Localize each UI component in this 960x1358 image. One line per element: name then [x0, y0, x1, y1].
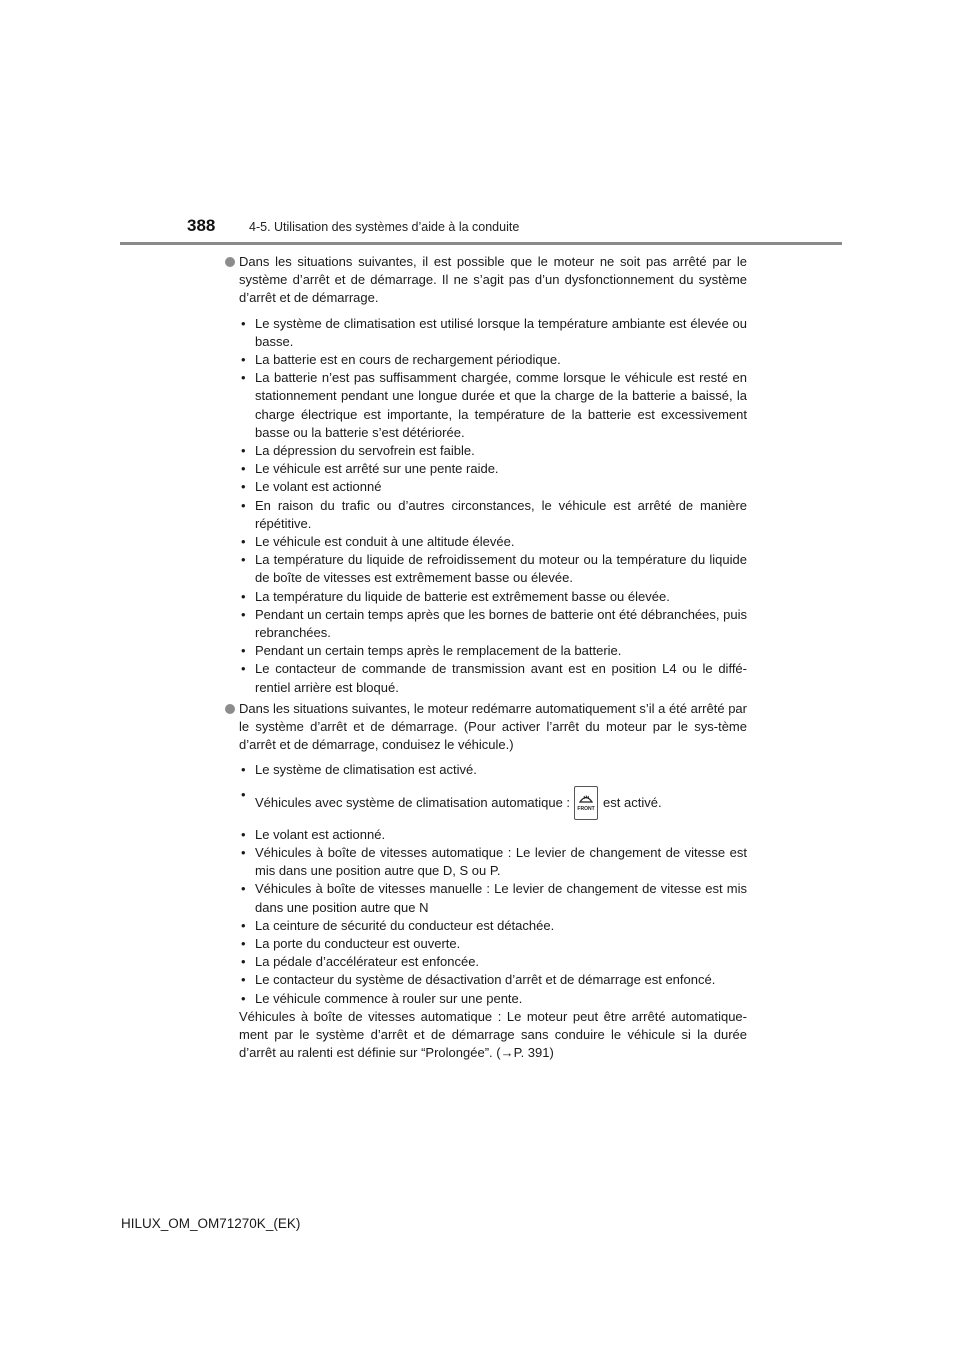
list-item: • La pédale d’accélérateur est enfoncée.: [239, 953, 747, 971]
intro-text: Dans les situations suivantes, le moteur redémarre automatiquement s’il a été arrêté par le système d’arrêt et de démarrage. (Pour activer l’arrêt du moteur par le sys-tème d’arrêt et de démarrage, conduisez le véhicule.): [239, 700, 747, 753]
circle-bullet-icon: [225, 257, 235, 267]
dot-bullet-icon: •: [241, 917, 246, 933]
list-item: • La porte du conducteur est ouverte.: [239, 935, 747, 953]
list-item: • La batterie est en cours de rechargement périodique.: [239, 351, 747, 369]
section-intro: [222, 700, 747, 755]
section-title: 4-5. Utilisation des systèmes d’aide à la conduite: [249, 220, 520, 234]
list-item: • Véhicules à boîte de vitesses automatique : Le levier de changement de vitesse est mis dans une position autre que D, S ou P.: [241, 844, 747, 879]
list-item: • Le volant est actionné.: [239, 826, 747, 844]
dot-bullet-icon: •: [241, 990, 246, 1006]
condition-list: [222, 315, 747, 697]
section-intro: [222, 253, 747, 308]
dot-bullet-icon: •: [241, 762, 246, 778]
list-item: • Le contacteur de commande de transmission avant est en position L4 ou le diffé-rentiel arrière est bloqué.: [241, 661, 747, 695]
dot-bullet-icon: •: [241, 844, 246, 860]
section-no-engine-stop: [222, 253, 747, 697]
dot-bullet-icon: •: [241, 352, 246, 368]
list-item: • La température du liquide de batterie est extrêmement basse ou élevée.: [239, 588, 747, 606]
page-number: 388: [187, 216, 216, 235]
dot-bullet-icon: •: [241, 881, 246, 897]
dot-bullet-icon: •: [241, 972, 246, 988]
dot-bullet-icon: •: [241, 370, 246, 386]
list-item: • Le véhicule est conduit à une altitude élevée.: [239, 533, 747, 551]
list-item: • La dépression du servofrein est faible.: [239, 442, 747, 460]
dot-bullet-icon: •: [241, 443, 246, 459]
list-item: • Le véhicule est arrêté sur une pente raide.: [239, 460, 747, 478]
list-item: • Le volant est actionné: [239, 478, 747, 496]
dot-bullet-icon: •: [241, 588, 246, 604]
dot-bullet-icon: •: [241, 606, 246, 622]
list-item: • Le véhicule commence à rouler sur une pente.: [239, 990, 747, 1008]
list-item: • Véhicules avec système de climatisation automatique : FRONT est activé.: [239, 786, 747, 820]
list-item: • La température du liquide de refroidissement du moteur ou la température du liquide de boîte de vitesses est extrêmement basse ou élevée.: [241, 552, 747, 586]
list-item: • En raison du trafic ou d’autres circonstances, le véhicule est arrêté de manière répétitive.: [241, 497, 747, 531]
list-item: • Le système de climatisation est utilisé lorsque la température ambiante est élevée ou basse.: [241, 315, 747, 349]
defroster-glyph: [578, 792, 594, 804]
icon-label: FRONT: [577, 805, 595, 812]
list-item: • La batterie n’est pas suffisamment chargée, comme lorsque le véhicule est resté en stationnement pendant une longue durée et que la charge de la batterie a baissé, la charge électrique est importante, la température de la batterie est excessivement basse ou la batterie s’est détériorée.: [241, 370, 747, 440]
list-item: • Véhicules à boîte de vitesses manuelle : Le levier de changement de vitesse est mis dans une position autre que N: [241, 881, 747, 915]
intro-text: Dans les situations suivantes, il est possible que le moteur ne soit pas arrêté par le système d’arrêt et de démarrage. Il ne s’agit pas d’un dysfonctionnement du système d’arrêt et de démarrage.: [239, 254, 747, 306]
dot-bullet-icon: •: [241, 479, 246, 495]
dot-bullet-icon: •: [241, 826, 246, 842]
dot-bullet-icon: •: [241, 661, 246, 677]
circle-bullet-icon: [225, 704, 235, 714]
list-item: • Pendant un certain temps après le remplacement de la batterie.: [239, 642, 747, 660]
list-item: • Le système de climatisation est activé.: [239, 761, 747, 779]
dot-bullet-icon: •: [241, 497, 246, 513]
condition-list: [222, 761, 747, 1007]
section-engine-restart: [222, 700, 747, 1062]
list-item: • Le contacteur du système de désactivation d’arrêt et de démarrage est enfoncé.: [239, 971, 747, 989]
page-header: [0, 0, 960, 250]
dot-bullet-icon: •: [241, 643, 246, 659]
dot-bullet-icon: •: [241, 786, 246, 802]
document-code: HILUX_OM_OM71270K_(EK): [121, 1216, 301, 1231]
dot-bullet-icon: •: [241, 315, 246, 331]
front-defroster-icon: [574, 786, 598, 820]
dot-bullet-icon: •: [241, 935, 246, 951]
list-item: • La ceinture de sécurité du conducteur est détachée.: [239, 917, 747, 935]
dot-bullet-icon: •: [241, 461, 246, 477]
header-divider: [120, 242, 842, 245]
list-item: • Pendant un certain temps après que les bornes de batterie ont été débranchées, puis rebranchées.: [241, 606, 747, 641]
page-content: [222, 253, 747, 1062]
dot-bullet-icon: •: [241, 552, 246, 568]
automatic-transmission-note: Véhicules à boîte de vitesses automatique : Le moteur peut être arrêté automatique-ment par le système d’arrêt et de démarrage sans conduire le véhicule si la durée d’arrêt au ralenti est définie sur “Prolongée”. (→P. 391): [239, 1008, 747, 1061]
dot-bullet-icon: •: [241, 534, 246, 550]
dot-bullet-icon: •: [241, 954, 246, 970]
